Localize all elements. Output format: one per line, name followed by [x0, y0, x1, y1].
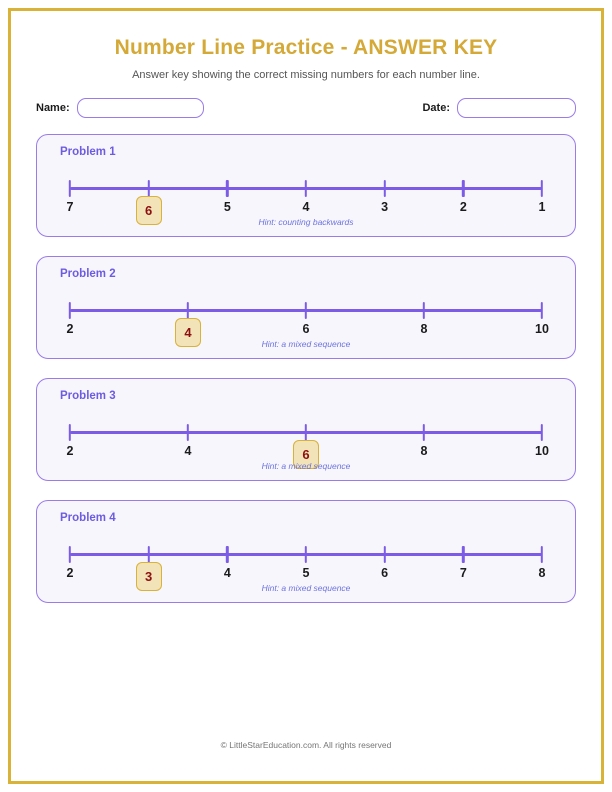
answer-box[interactable]: 4	[175, 318, 201, 347]
name-label: Name:	[36, 102, 70, 114]
tick-mark	[541, 180, 543, 197]
tick-label: 2	[66, 444, 74, 458]
tick-label: 4	[184, 444, 192, 458]
tick-label: 10	[535, 444, 549, 458]
tick-label: 5	[223, 200, 231, 214]
problem-hint: Hint: counting backwards	[258, 217, 354, 227]
number-line	[66, 553, 546, 584]
name-date-row	[36, 97, 576, 119]
problem-title: Problem 2	[60, 268, 116, 280]
tick-label: 4	[302, 200, 310, 214]
problem-hint: Hint: a mixed sequence	[261, 339, 351, 349]
answer-box[interactable]: 6	[136, 196, 162, 225]
tick-label: 6	[381, 566, 389, 580]
tick-label: 8	[420, 322, 428, 336]
date-field-group	[422, 98, 576, 118]
answer-box[interactable]: 3	[136, 562, 162, 591]
number-line	[66, 431, 549, 462]
tick-label: 2	[459, 200, 467, 214]
date-label: Date:	[422, 102, 450, 114]
page-title: Number Line Practice - ANSWER KEY	[114, 36, 498, 59]
problem-hint: Hint: a mixed sequence	[261, 583, 351, 593]
answer-box[interactable]: 6	[293, 440, 319, 469]
name-input[interactable]	[77, 98, 204, 118]
tick-label: 6	[302, 322, 310, 336]
tick-label: 8	[420, 444, 428, 458]
tick-label: 5	[302, 566, 310, 580]
problem-title: Problem 3	[60, 390, 116, 402]
tick-label: 2	[66, 566, 74, 580]
tick-label: 1	[538, 200, 546, 214]
problem-title: Problem 4	[60, 512, 116, 524]
problems-list	[36, 134, 576, 603]
number-line	[66, 309, 549, 340]
tick-label: 8	[538, 566, 546, 580]
tick-label: 7	[459, 566, 467, 580]
footer-copyright: © LittleStarEducation.com. All rights reserved	[220, 740, 392, 750]
problem-panel	[36, 500, 576, 603]
tick-label: 4	[223, 566, 231, 580]
problem-title: Problem 1	[60, 146, 116, 158]
tick-label: 10	[535, 322, 549, 336]
problem-panel	[36, 256, 576, 359]
problem-panel	[36, 134, 576, 237]
tick-mark	[541, 424, 543, 441]
tick-label: 3	[381, 200, 389, 214]
tick-mark	[541, 546, 543, 563]
problem-hint: Hint: a mixed sequence	[261, 461, 351, 471]
tick-label: 2	[66, 322, 74, 336]
page-subtitle: Answer key showing the correct missing numbers for each number line.	[132, 69, 480, 81]
name-field-group	[36, 98, 204, 118]
number-line	[66, 187, 546, 218]
date-input[interactable]	[457, 98, 576, 118]
tick-mark	[541, 302, 543, 319]
tick-label: 7	[66, 200, 74, 214]
problem-panel	[36, 378, 576, 481]
